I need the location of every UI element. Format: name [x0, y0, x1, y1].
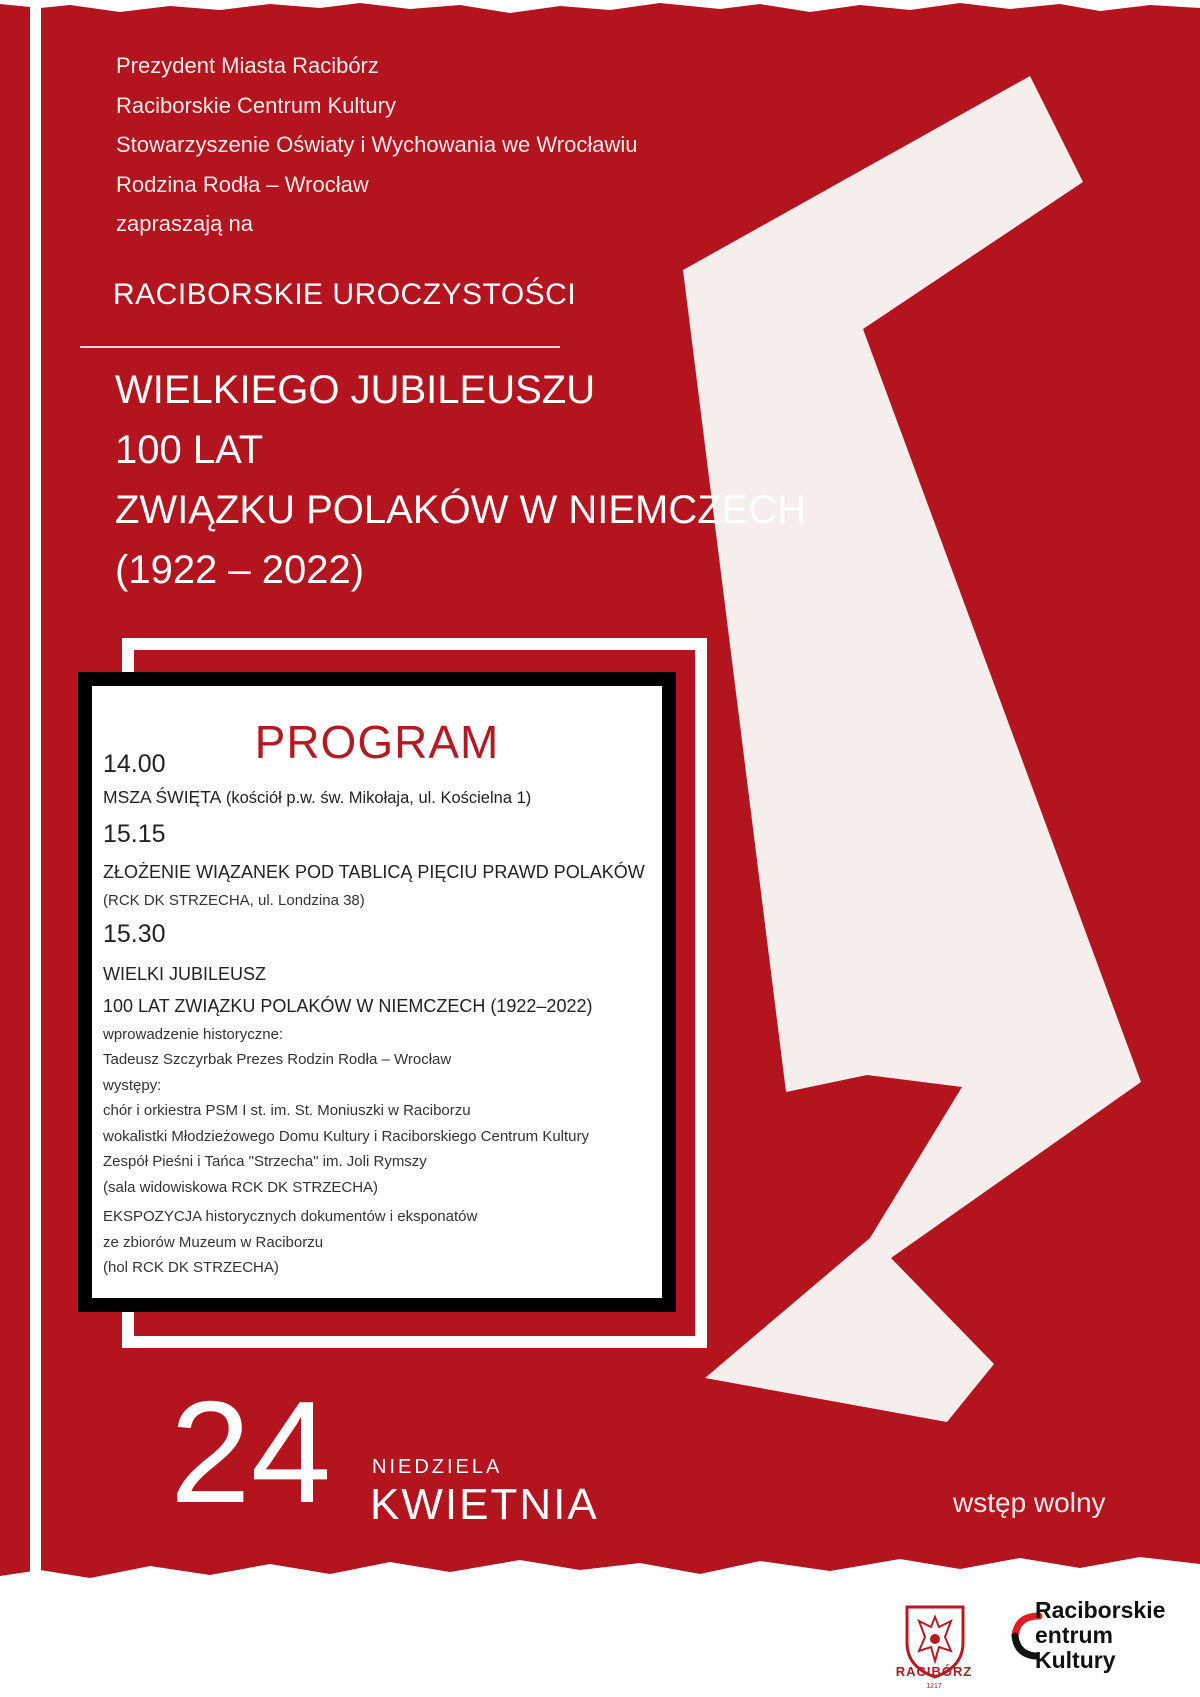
program-panel — [92, 686, 662, 1298]
organizer-line: Raciborskie Centrum Kultury — [116, 92, 396, 118]
program-detail: Zespół Pieśni i Tańca "Strzecha" im. Joli Rymszy — [103, 1153, 427, 1170]
torn-bottom-edge — [0, 1548, 1200, 1588]
date-month: KWIETNIA — [370, 1480, 599, 1529]
organizer-line: Prezydent Miasta Racibórz — [116, 53, 379, 78]
event-subtitle: RACIBORSKIE UROCZYSTOŚCI — [113, 278, 577, 311]
rodlo-emblem-shape — [683, 76, 1141, 1422]
organizer-line: Rodzina Rodła – Wrocław — [116, 171, 369, 197]
rck-line: Raciborskie — [1035, 1597, 1166, 1623]
rck-line: Kultury — [1035, 1647, 1116, 1673]
program-event-location: (RCK DK STRZECHA, ul. Londzina 38) — [103, 892, 365, 909]
program-exhibition: EKSPOZYCJA historycznych dokumentów i eksponatów — [103, 1208, 478, 1225]
raciborz-crest-icon — [885, 1586, 985, 1696]
subtitle-divider — [80, 346, 560, 348]
date-weekday: NIEDZIELA — [372, 1456, 503, 1478]
headline-line: WIELKIEGO JUBILEUSZU — [115, 368, 596, 412]
admission-note: wstęp wolny — [953, 1487, 1106, 1518]
organizer-line: Stowarzyszenie Oświaty i Wychowania we Wrocławiu — [116, 132, 638, 157]
program-exhibition: (hol RCK DK STRZECHA) — [103, 1259, 279, 1276]
program-event-name: ZŁOŻENIE WIĄZANEK POD TABLICĄ PIĘCIU PRAWD POLAKÓW — [103, 862, 645, 882]
headline-line: ZWIĄZKU POLAKÓW W NIEMCZECH — [115, 488, 807, 532]
program-detail: chór i orkiestra PSM I st. im. St. Moniuszki w Raciborzu — [103, 1102, 471, 1119]
city-logo-name: RACIBÓRZ — [895, 1664, 973, 1679]
program-exhibition: ze zbiorów Muzeum w Raciborzu — [103, 1233, 324, 1251]
program-time: 15.30 — [103, 919, 166, 948]
program-detail: występy: — [103, 1076, 162, 1094]
program-detail: (sala widowiskowa RCK DK STRZECHA) — [103, 1178, 379, 1196]
program-event-name: 100 LAT ZWIĄZKU POLAKÓW W NIEMCZECH (1922–2022) — [103, 995, 593, 1016]
program-detail: wprowadzenie historyczne: — [103, 1025, 284, 1043]
program-body — [103, 744, 658, 1281]
program-card — [78, 672, 676, 1312]
torn-bottom-path — [0, 1557, 1200, 1588]
invitation-line: zapraszają na — [116, 211, 253, 236]
headline-line: (1922 – 2022) — [115, 548, 365, 592]
rck-line: entrum — [1035, 1622, 1113, 1648]
rck-logo-text — [1035, 1598, 1165, 1673]
program-title: PROGRAM — [254, 716, 500, 768]
program-event-name: WIELKI JUBILEUSZ — [103, 963, 267, 984]
organizers-list — [116, 46, 637, 244]
city-logo-year: 1217 — [926, 1683, 942, 1690]
program-event — [103, 782, 658, 814]
rck-logo — [1005, 1598, 1195, 1688]
rck-arc-black — [1015, 1636, 1035, 1656]
torn-top-path — [0, 0, 1200, 13]
crest-center — [930, 1634, 940, 1644]
program-time: 15.15 — [103, 820, 166, 848]
torn-top-edge — [0, 0, 1200, 20]
event-headline — [115, 360, 806, 600]
program-time: 14.00 — [103, 750, 166, 778]
headline-line: 100 LAT — [115, 428, 264, 472]
program-detail: Tadeusz Szczyrbak Prezes Rodzin Rodła – Wrocław — [103, 1051, 452, 1068]
program-event-name: MSZA ŚWIĘTA — [103, 787, 222, 807]
date-day: 24 — [170, 1371, 332, 1533]
program-event-location: (kościół p.w. św. Mikołaja, ul. Kościelna 1) — [221, 789, 532, 807]
program-detail: wokalistki Młodzieżowego Domu Kultury i Raciborskiego Centrum Kultury — [103, 1127, 590, 1145]
